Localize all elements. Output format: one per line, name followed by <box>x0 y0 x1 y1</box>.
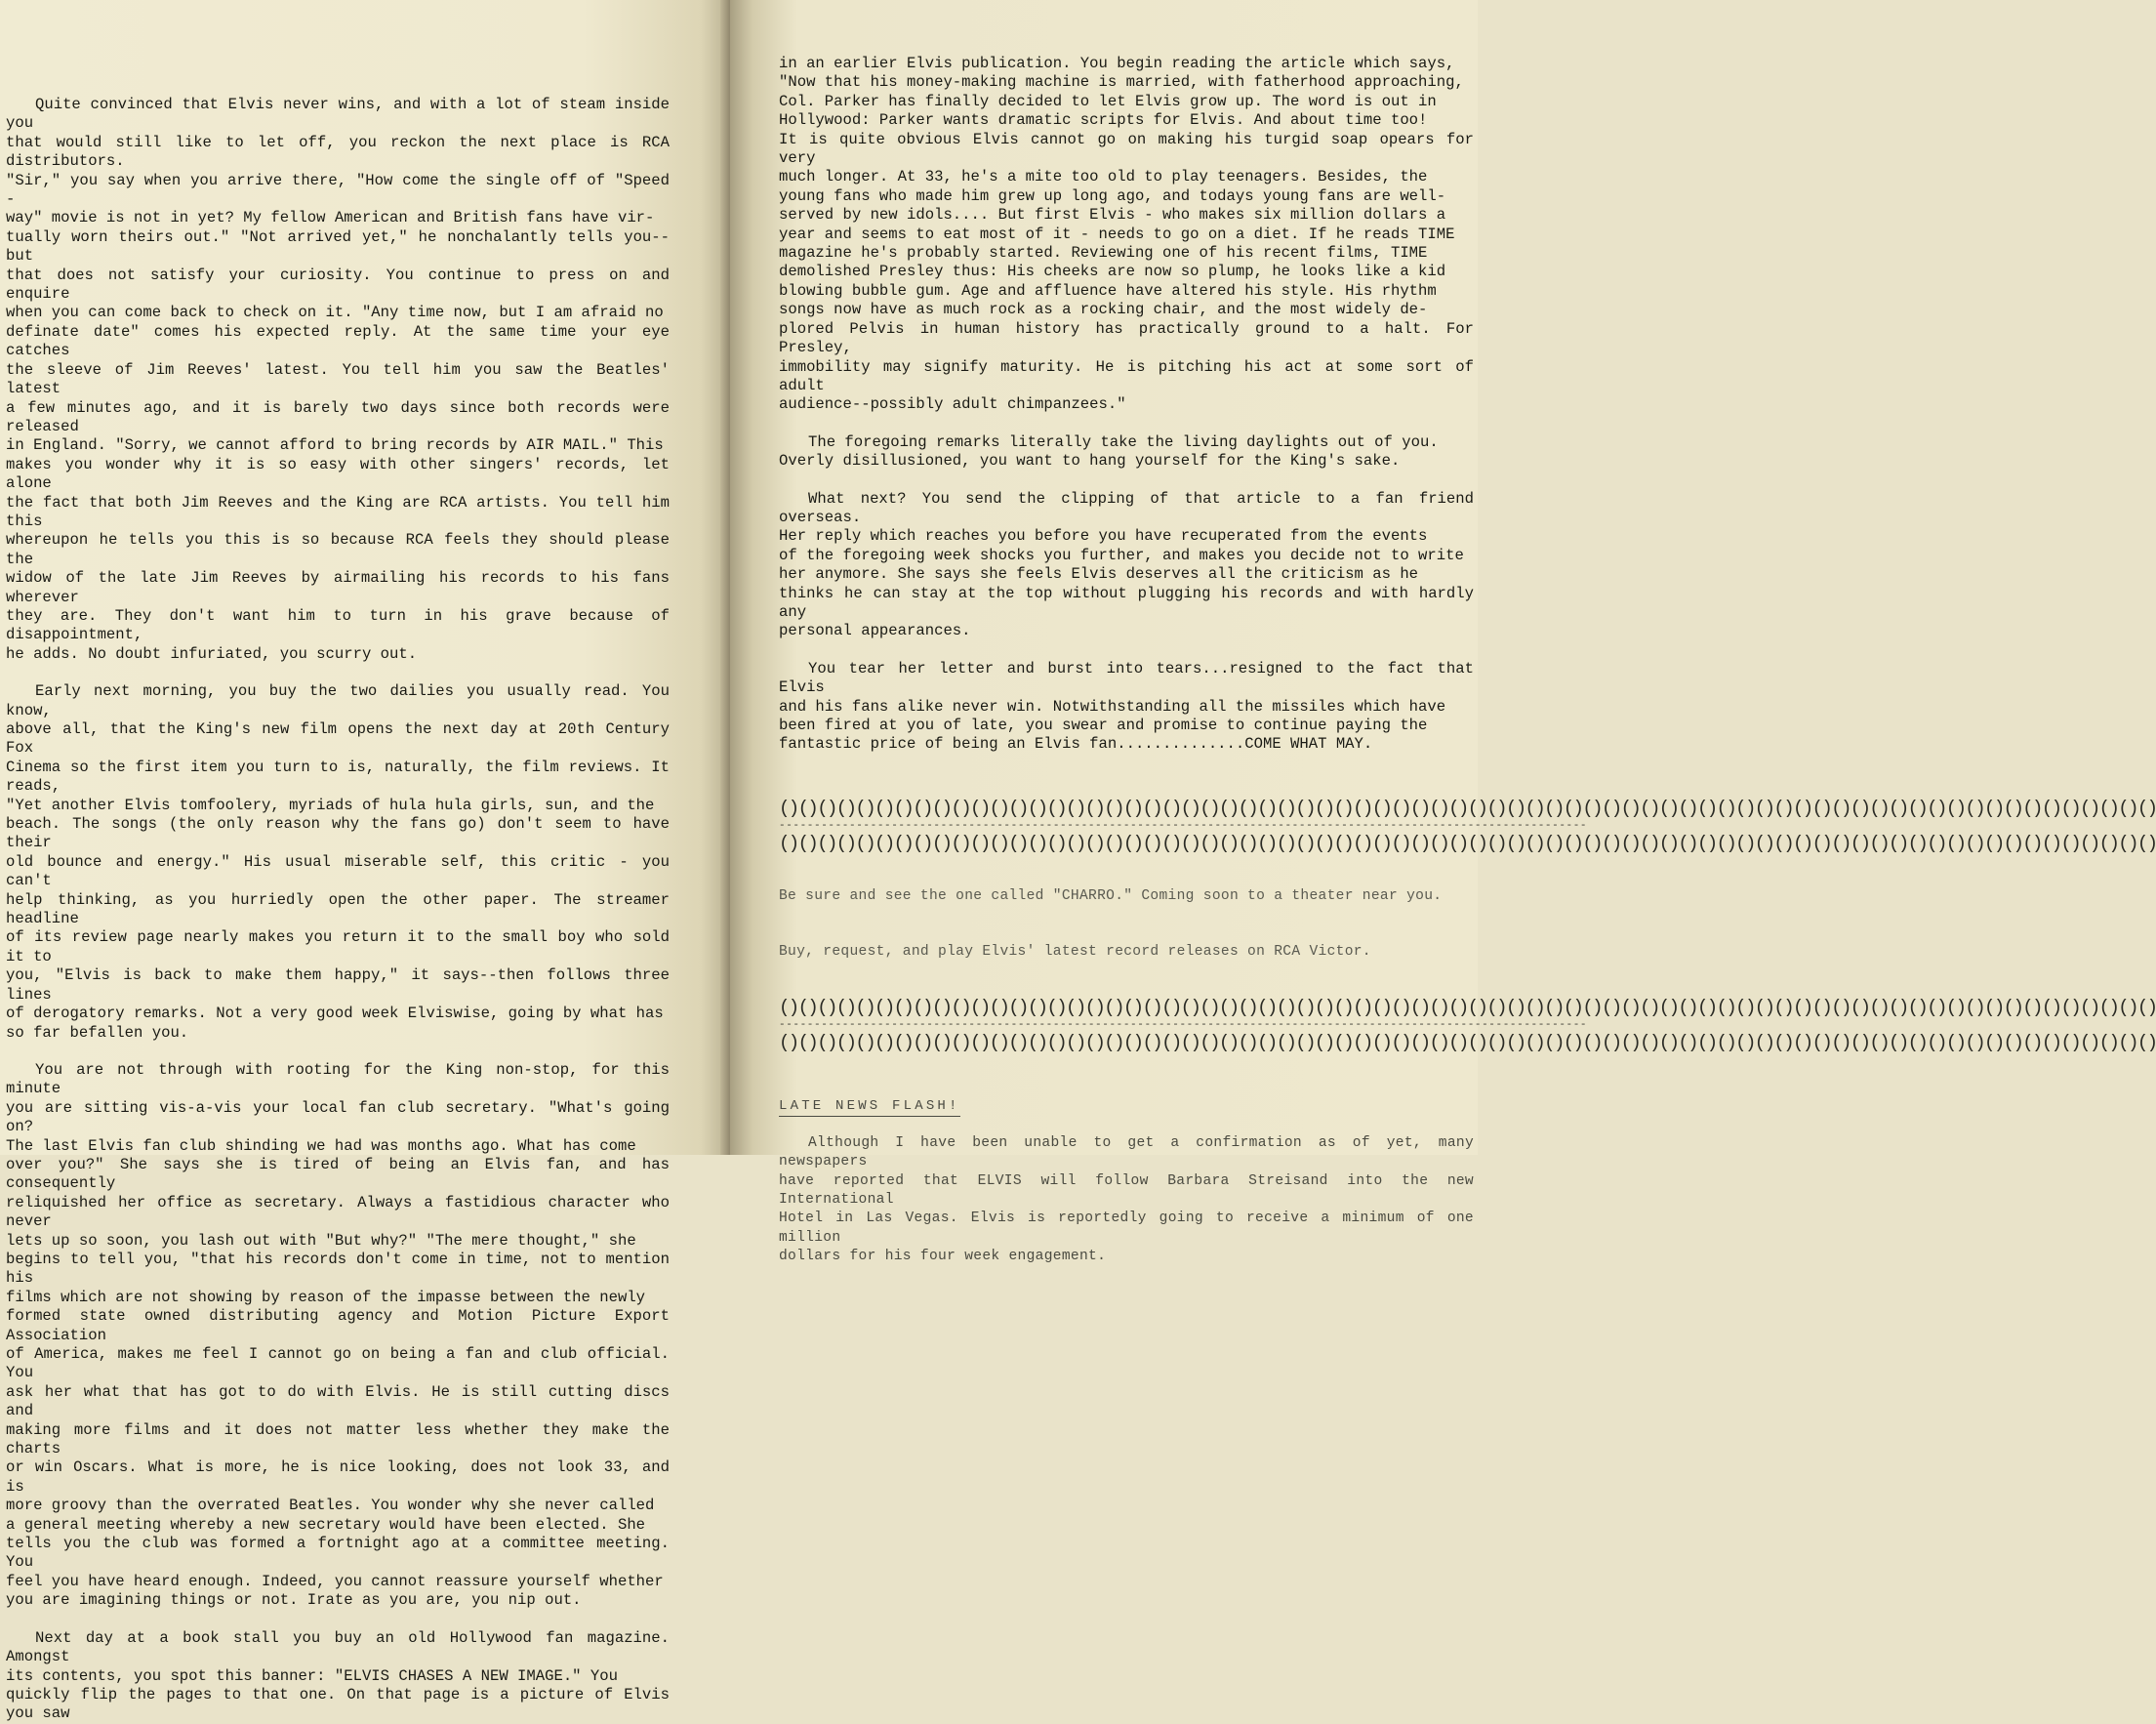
right-paragraph-3: What next? You send the clipping of that article to a fan friend overseas. Her reply which reaches you before you have recuperated from the events of the foregoing week shocks you further, and makes you decide not to write her anymore. She says she feels Elvis deserves all the criticism as he thinks he can stay at the top without plugging his records and with hardly any personal appearances. <box>779 489 1474 640</box>
dash-divider: ------------------------------------------------------------------------------------------------------------------- <box>779 819 1588 832</box>
right-paragraph-4: You tear her letter and burst into tears...resigned to the fact that Elvis and his fans alike never win. Notwithstanding all the missiles which have been fired at you of late, you swear and promise to continue paying the fantastic price of being an Elvis fan..............COME WHAT MAY. <box>779 659 1474 754</box>
charro-note: Be sure and see the one called "CHARRO." Coming soon to a theater near you. <box>779 887 1443 904</box>
paren-divider: ()()()()()()()()()()()()()()()()()()()()()()()()()()()()()()()()()()()()()()()()()()()()()()()()()()()()()()()()()()()()()()()()()()()()()()()() <box>779 1031 2156 1053</box>
paren-divider: ()()()()()()()()()()()()()()()()()()()()()()()()()()()()()()()()()()()()()()()()()()()()()()()()()()()()()()()()()()()()()()()()()()()()()()()() <box>779 832 2156 854</box>
paren-divider: ()()()()()()()()()()()()()()()()()()()()()()()()()()()()()()()()()()()()()()()()()()()()()()()()()()()()()()()()()()()()()()()()()()()()()()()() <box>779 797 2156 819</box>
right-page <box>730 0 2156 1265</box>
left-paragraph-1: Quite convinced that Elvis never wins, and with a lot of steam inside you that would still like to let off, you reckon the next place is RCA distributors. "Sir," you say when you arrive there, "How come the single off of "Speed - way" movie is not in yet? My fellow American and British fans have vir- tually worn theirs out." "Not arrived yet," he nonchalantly tells you--but that does not satisfy your curiosity. You continue to press on and enquire when you can come back to check on it. "Any time now, but I am afraid no definate date" comes his expected reply. At the same time your eye catches the sleeve of Jim Reeves' latest. You tell him you saw the Beatles' latest a few minutes ago, and it is barely two days since both records were released in England. "Sorry, we cannot afford to bring records by AIR MAIL." This makes you wonder why it is so easy with other singers' records, let alone the fact that both Jim Reeves and the King are RCA artists. You tell him this whereupon he tells you this is so because RCA feels they should please the widow of the late Jim Reeves by airmailing his records to his fans wherever they are. They don't want him to turn in his grave because of disappointment, he adds. No doubt infuriated, you scurry out. <box>6 96 670 663</box>
late-news-heading: LATE NEWS FLASH! <box>779 1098 960 1117</box>
late-news-section <box>779 1096 1474 1267</box>
left-paragraph-4: Next day at a book stall you buy an old Hollywood fan magazine. Amongst its contents, you spot this banner: "ELVIS CHASES A NEW IMAGE." You quickly flip the pages to that one. On that page is a picture of Elvis you saw <box>6 1628 670 1723</box>
left-paragraph-3: You are not through with rooting for the King non-stop, for this minute you are sitting vis-a-vis your local fan club secretary. "What's going on? The last Elvis fan club shinding we had was months ago. What has come over you?" She says she is tired of being an Elvis fan, and has consequently reliquished her office as secretary. Always a fastidious character who never lets up so soon, you lash out with "But why?" "The mere thought," she begins to tell you, "that his records don't come in time, not to mention his films which are not showing by reason of the impasse between the newly formed state owned distributing agency and Motion Picture Export Association of America, makes me feel I cannot go on being a fan and club official. You ask her what that has got to do with Elvis. He is still cutting discs and making more films and it does not matter less whether they make the charts or win Oscars. What is more, he is nice looking, does not look 33, and is more groovy than the overrated Beatles. You wonder why she never called a general meeting whereby a new secretary would have been elected. She tells you the club was formed a fortnight ago at a committee meeting. You feel you have heard enough. Indeed, you cannot reassure yourself whether you are imagining things or not. Irate as you are, you nip out. <box>6 1060 670 1610</box>
divider-block-top <box>779 797 2156 854</box>
divider-block-bottom <box>779 996 2156 1053</box>
paren-divider: ()()()()()()()()()()()()()()()()()()()()()()()()()()()()()()()()()()()()()()()()()()()()()()()()()()()()()()()()()()()()()()()()()()()()()()()() <box>779 996 2156 1018</box>
rca-note: Buy, request, and play Elvis' latest record releases on RCA Victor. <box>779 943 1371 960</box>
dash-divider: ------------------------------------------------------------------------------------------------------------------- <box>779 1018 1588 1031</box>
right-paragraph-1: in an earlier Elvis publication. You begin reading the article which says, "Now that his money-making machine is married, with fatherhood approaching, Col. Parker has finally decided to let Elvis grow up. The word is out in Hollywood: Parker wants dramatic scripts for Elvis. And about time too! It is quite obvious Elvis cannot go on making his turgid soap opears for very much longer. At 33, he's a mite too old to play teenagers. Besides, the young fans who made him grew up long ago, and todays young fans are well- served by new idols.... But first Elvis - who makes six million dollars a year and seems to eat most of it - needs to go on a diet. If he reads TIME magazine he's probably started. Reviewing one of his recent films, TIME demolished Presley thus: His cheeks are now so plump, he looks like a kid blowing bubble gum. Age and affluence have altered his style. His rhythm songs now have as much rock as a rocking chair, and the most widely de- plored Pelvis in human history has practically ground to a halt. For Presley, immobility may signify maturity. He is pitching his act at some sort of adult audience--possibly adult chimpanzees." <box>779 55 1474 414</box>
right-paragraph-2: The foregoing remarks literally take the living daylights out of you. Overly disillusioned, you want to hang yourself for the King's sake. <box>779 432 1439 471</box>
left-page <box>0 0 730 1723</box>
left-paragraph-2: Early next morning, you buy the two dailies you usually read. You know, above all, that the King's new film opens the next day at 20th Century Fox Cinema so the first item you turn to is, naturally, the film reviews. It reads, "Yet another Elvis tomfoolery, myriads of hula hula girls, sun, and the beach. The songs (the only reason why the fans go) don't seem to have their old bounce and energy." His usual miserable self, this critic - you can't help thinking, as you hurriedly open the other paper. The streamer headline of its review page nearly makes you return it to the small boy who sold it to you, "Elvis is back to make them happy," it says--then follows three lines of derogatory remarks. Not a very good week Elviswise, going by what has so far befallen you. <box>6 682 670 1042</box>
late-news-text: Although I have been unable to get a confirmation as of yet, many newspapers have reported that ELVIS will follow Barbara Streisand into the new International Hotel in Las Vegas. Elvis is reportedly going to receive a minimum of one million dollars for his four week engagement. <box>779 1134 1474 1265</box>
